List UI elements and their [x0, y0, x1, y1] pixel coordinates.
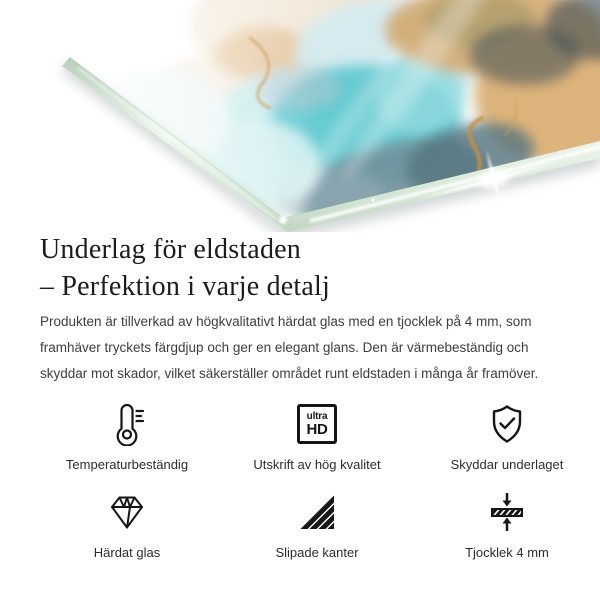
ultra-hd-icon: [297, 399, 337, 449]
feature-polished-edges: [222, 487, 412, 561]
beveled-edges-icon: [295, 487, 339, 537]
feature-print-quality: [222, 399, 412, 473]
page-title-line2: – Perfektion i varje detalj: [40, 271, 330, 302]
ultra-hd-badge-bottom: HD: [306, 420, 328, 438]
thickness-icon: [485, 487, 529, 537]
ultra-hd-badge-top: ultra: [306, 410, 328, 422]
feature-temperature: [32, 399, 222, 473]
page-title: [40, 231, 580, 305]
feature-label: Temperaturbeständig: [65, 457, 189, 472]
diamond-icon: [105, 487, 149, 537]
shield-check-icon: [485, 399, 529, 449]
product-description: Produkten är tillverkad av högkvalitativt härdat glas med en tjocklek på 4 mm, som framhäver tryckets färgdjup och ger en elegant glans. Den är värmebeständig och skyddar mot skador, vilket säkerställer området runt eldstaden i många år framöver.: [40, 314, 539, 381]
feature-grid: [32, 399, 600, 561]
feature-thickness: [412, 487, 600, 561]
page-title-line1: Underlag för eldstaden: [40, 234, 301, 265]
feature-label: Härdat glas: [93, 545, 161, 560]
feature-label: Slipade kanter: [275, 545, 359, 560]
product-image: [0, 0, 600, 232]
feature-label: Tjocklek 4 mm: [465, 545, 549, 560]
feature-tempered-glass: [32, 487, 222, 561]
thermometer-icon: [105, 399, 149, 449]
feature-protection: [412, 399, 600, 473]
feature-label: Utskrift av hög kvalitet: [253, 457, 381, 472]
glass-panel-graphic: [0, 0, 600, 232]
feature-label: Skyddar underlaget: [450, 457, 564, 472]
